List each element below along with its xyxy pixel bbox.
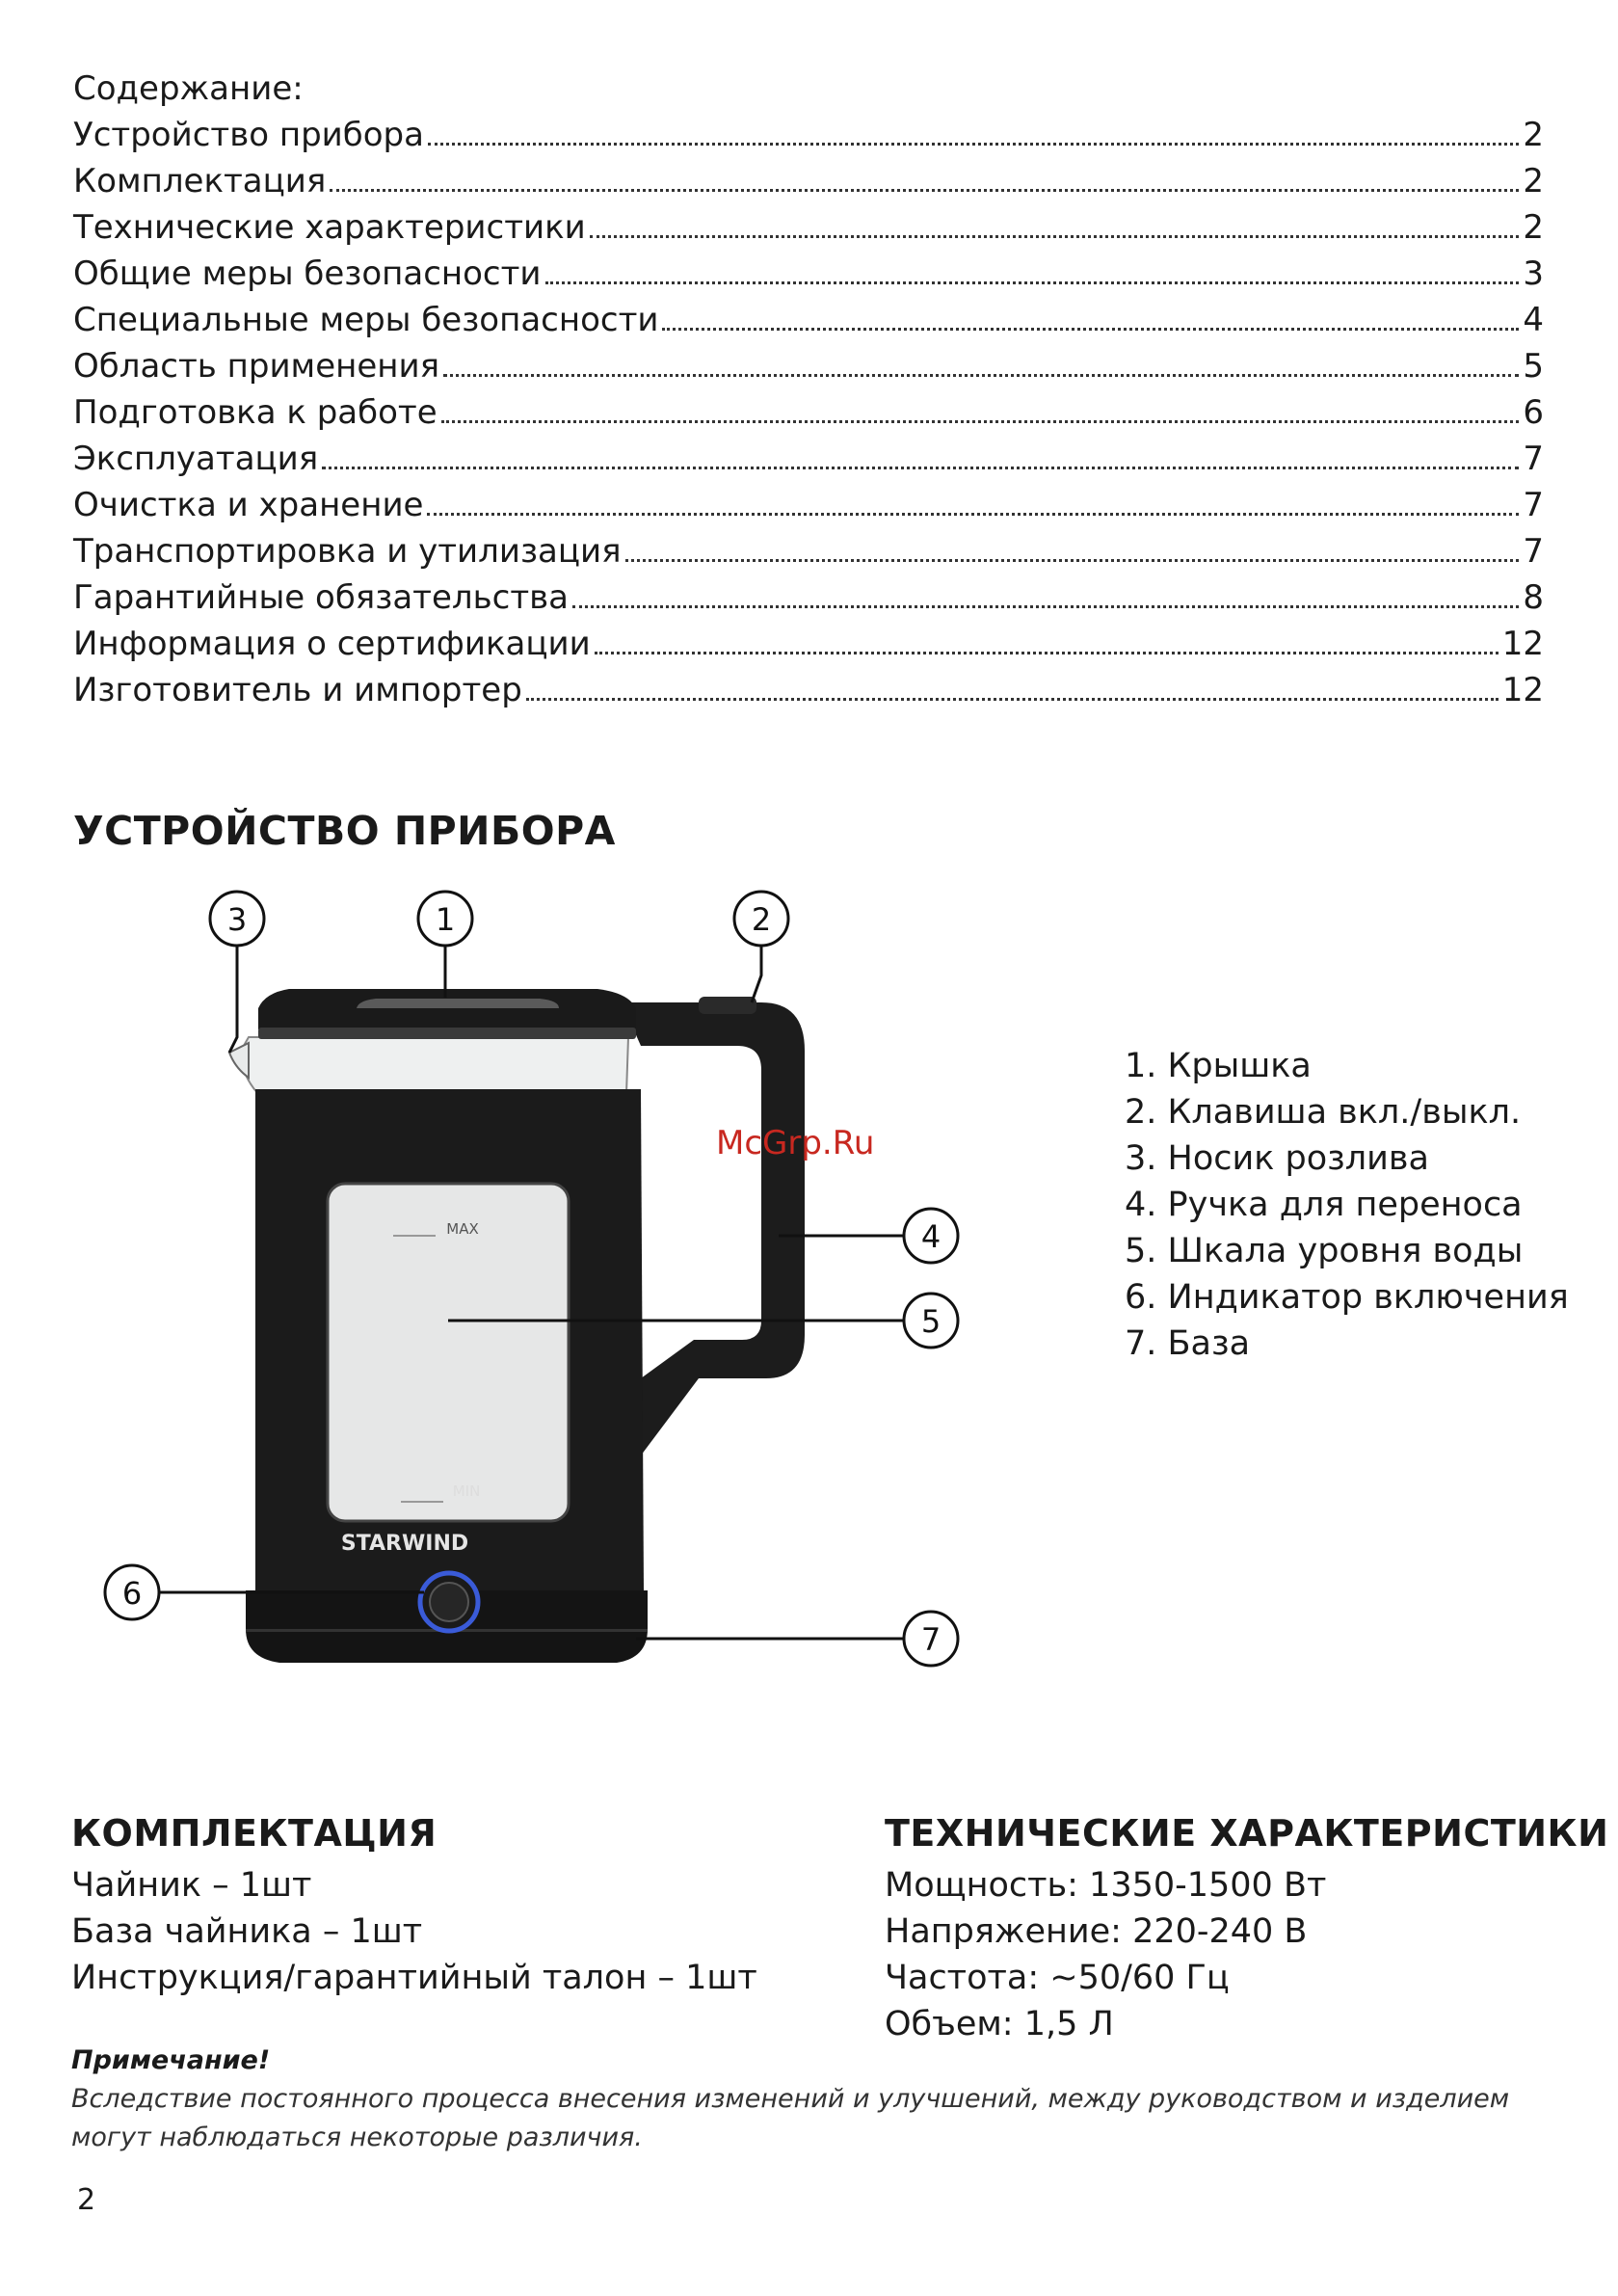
callout-label-6: 6 — [121, 1575, 143, 1612]
toc-item-title: Изготовитель и импортер — [73, 671, 522, 709]
kit-item: База чайника – 1шт — [71, 1912, 423, 1951]
toc-item-title: Гарантийные обязательства — [73, 578, 570, 617]
callout-label-2: 2 — [751, 901, 772, 938]
toc-leader — [322, 467, 1519, 469]
callout-label-4: 4 — [920, 1218, 942, 1255]
toc-item[interactable] — [73, 436, 1544, 482]
callout-label-3: 3 — [226, 901, 248, 938]
toc-leader — [545, 281, 1520, 284]
toc-item-page: 12 — [1501, 671, 1544, 709]
toc-item[interactable] — [73, 621, 1544, 667]
specs-heading: ТЕХНИЧЕСКИЕ ХАРАКТЕРИСТИКИ — [885, 1812, 1609, 1855]
toc-item-title: Комплектация — [73, 162, 327, 200]
callout-label-5: 5 — [920, 1303, 942, 1340]
toc-leader — [625, 559, 1520, 562]
toc-title: Содержание: — [73, 69, 304, 108]
toc-item-title: Общие меры безопасности — [73, 254, 542, 293]
toc-item-page: 8 — [1523, 578, 1544, 617]
toc-item[interactable] — [73, 528, 1544, 574]
legend-item: 5. Шкала уровня воды — [1125, 1232, 1524, 1270]
power-switch — [699, 997, 756, 1014]
device-heading: УСТРОЙСТВО ПРИБОРА — [73, 808, 616, 854]
kit-item: Чайник – 1шт — [71, 1866, 312, 1905]
toc-item[interactable] — [73, 204, 1544, 251]
kit-item: Инструкция/гарантийный талон – 1шт — [71, 1959, 757, 1997]
toc-leader — [662, 328, 1519, 331]
toc-item-title: Очистка и хранение — [73, 486, 424, 524]
toc-item-title: Устройство прибора — [73, 116, 424, 154]
kit-heading: КОМПЛЕКТАЦИЯ — [71, 1812, 438, 1855]
toc-item[interactable] — [73, 112, 1544, 158]
toc-item-page: 7 — [1523, 532, 1544, 571]
toc-item-title: Транспортировка и утилизация — [73, 532, 622, 571]
toc-item-title: Область применения — [73, 347, 440, 386]
callout-label-1: 1 — [435, 901, 456, 938]
toc-leader — [526, 698, 1499, 701]
spec-item: Частота: ~50/60 Гц — [885, 1959, 1230, 1997]
toc-item[interactable] — [73, 574, 1544, 621]
page-number: 2 — [77, 2183, 96, 2217]
toc-item-page: 3 — [1523, 254, 1544, 293]
note-line-2: могут наблюдаться некоторые различия. — [71, 2122, 643, 2152]
toc-item-page: 7 — [1523, 486, 1544, 524]
callout-label-7: 7 — [920, 1621, 942, 1658]
toc-item[interactable] — [73, 389, 1544, 436]
spec-item: Объем: 1,5 Л — [885, 2005, 1114, 2043]
spec-item: Мощность: 1350-1500 Вт — [885, 1866, 1327, 1905]
toc-item-page: 12 — [1501, 625, 1544, 663]
spec-item: Напряжение: 220-240 В — [885, 1912, 1308, 1951]
toc-item-page: 7 — [1523, 440, 1544, 478]
toc-item-page: 2 — [1523, 116, 1544, 154]
watermark: McGrp.Ru — [716, 1124, 875, 1162]
toc-item[interactable] — [73, 667, 1544, 713]
toc-leader — [330, 189, 1519, 192]
toc-item-title: Специальные меры безопасности — [73, 301, 659, 339]
toc-item-page: 4 — [1523, 301, 1544, 339]
legend-item: 6. Индикатор включения — [1125, 1278, 1569, 1317]
toc-item-title: Технические характеристики — [73, 208, 586, 247]
scale-max-label: MAX — [446, 1220, 479, 1238]
toc-item[interactable] — [73, 482, 1544, 528]
toc-item-page: 2 — [1523, 162, 1544, 200]
toc-item-page: 6 — [1523, 393, 1544, 432]
toc-item[interactable] — [73, 343, 1544, 389]
toc-leader — [428, 143, 1519, 146]
toc-item-title: Информация о сертификации — [73, 625, 591, 663]
brand-logo: STARWIND — [340, 1532, 469, 1556]
kit-section — [71, 1808, 757, 2001]
toc-leader — [441, 420, 1520, 423]
toc-leader — [590, 235, 1520, 238]
toc-item-title: Эксплуатация — [73, 440, 319, 478]
toc-item[interactable] — [73, 251, 1544, 297]
toc-item[interactable] — [73, 297, 1544, 343]
kettle-lid — [258, 989, 636, 1029]
toc-leader — [443, 374, 1519, 377]
legend-item: 2. Клавиша вкл./выкл. — [1125, 1093, 1522, 1132]
toc-item-title: Подготовка к работе — [73, 393, 438, 432]
scale-min-label: MIN — [452, 1482, 481, 1500]
legend-item: 4. Ручка для переноса — [1125, 1186, 1523, 1224]
specs-section — [885, 1808, 1608, 2047]
legend-item: 7. База — [1125, 1324, 1251, 1363]
legend-item: 3. Носик розлива — [1125, 1139, 1429, 1178]
legend-item: 1. Крышка — [1125, 1047, 1312, 1085]
kettle-handle — [622, 1002, 805, 1455]
glass-upper — [241, 1037, 628, 1094]
toc-item-page: 5 — [1523, 347, 1544, 386]
table-of-contents — [73, 66, 1544, 713]
note-line-1: Вследствие постоянного процесса внесения изменений и улучшений, между руководством и изделием — [71, 2084, 1510, 2114]
note-title: Примечание! — [71, 2045, 271, 2075]
kettle-diagram — [0, 868, 1021, 1716]
toc-leader — [427, 513, 1519, 516]
note — [71, 2042, 1509, 2157]
toc-item[interactable] — [73, 158, 1544, 204]
parts-legend — [1125, 1043, 1569, 1367]
toc-leader — [572, 605, 1519, 608]
toc-item-page: 2 — [1523, 208, 1544, 247]
toc-leader — [595, 652, 1499, 654]
